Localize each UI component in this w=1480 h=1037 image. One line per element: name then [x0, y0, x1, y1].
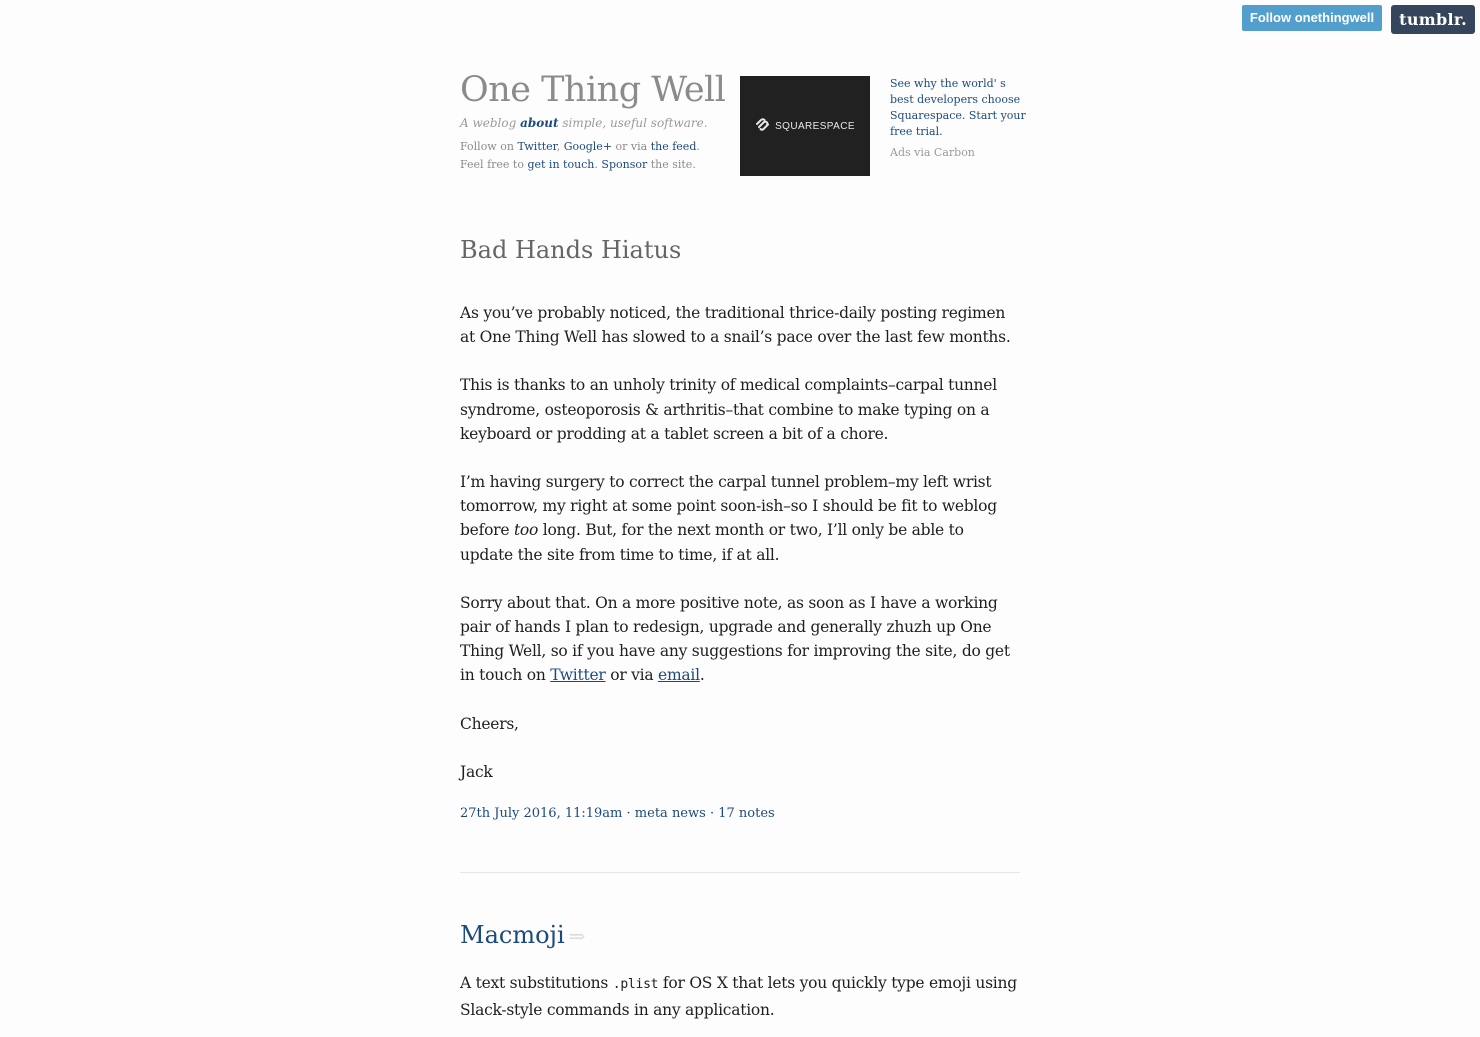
paragraph: As you’ve probably noticed, the traditional thrice-daily posting regimen at One Thing Well has slowed to a snail’s pace over the last few months.	[460, 304, 1011, 347]
paragraph-text: .	[699, 666, 705, 685]
site-title[interactable]: One Thing Well	[460, 70, 726, 110]
squarespace-logo-icon	[755, 118, 770, 134]
follow-text-part: Follow on	[460, 140, 518, 153]
page-container	[460, 0, 1026, 1022]
follow-button[interactable]: Follow onethingwell	[1242, 5, 1382, 31]
paragraph-text: for OS X that lets you quickly type emoji using Slack-style commands in any application.	[460, 974, 1017, 1019]
paragraph-text: I’m having surgery to correct the carpal tunnel problem–my left wrist tomorrow, my right at some point soon-ish–so I should be fit to weblog before	[460, 473, 997, 540]
post-bad-hands-hiatus	[460, 236, 1020, 821]
post-title	[460, 921, 1020, 949]
emphasis: too	[513, 521, 539, 540]
ads-via-carbon-link[interactable]: Ads via Carbon	[890, 146, 975, 159]
paragraph: Jack	[460, 762, 493, 781]
tagline-prefix: A weblog	[460, 116, 521, 130]
tumblr-controls	[1242, 5, 1475, 34]
external-link-arrow-icon[interactable]: ⇒	[568, 924, 586, 949]
about-link[interactable]: about	[520, 116, 559, 130]
separator: ·	[622, 806, 635, 822]
inline-code: .plist	[612, 977, 659, 993]
tumblr-logo[interactable]: tumblr.	[1391, 5, 1475, 34]
post-body	[460, 971, 1020, 1022]
post-meta	[460, 806, 1020, 821]
twitter-inline-link[interactable]: Twitter	[550, 666, 606, 685]
notes-link[interactable]: 17 notes	[718, 806, 775, 822]
feed-link[interactable]: the feed	[650, 140, 697, 153]
post-divider	[460, 872, 1020, 873]
paragraph-text: long. But, for the next month or two, I’ll only be able to update the site from time to time, if at all.	[460, 521, 964, 564]
contact-link[interactable]: get in touch	[527, 158, 595, 171]
post-title-link[interactable]: Macmoji	[460, 921, 565, 950]
googleplus-link[interactable]: Google+	[563, 140, 613, 153]
paragraph: This is thanks to an unholy trinity of medical complaints–carpal tunnel syndrome, osteoporosis & arthritis–that combine to make typing on a keyboard or prodding at a tablet screen a bit of a chore.	[460, 376, 997, 443]
follow-text-part: .	[594, 158, 602, 171]
ad-image[interactable]	[740, 76, 870, 176]
follow-text-part: . Feel free to	[460, 140, 700, 171]
site-header	[460, 0, 1026, 190]
post-date-link[interactable]: 27th July 2016, 11:19am	[460, 806, 623, 822]
post-macmoji	[460, 921, 1020, 1022]
separator: ·	[705, 806, 719, 822]
ad-text-link[interactable]: See why the world' s best developers choose Squarespace. Start your free trial.	[890, 77, 1026, 138]
follow-text	[460, 138, 720, 174]
tag-news-link[interactable]: news	[671, 806, 706, 822]
tagline-suffix: simple, useful software.	[558, 116, 708, 130]
paragraph: Cheers,	[460, 714, 519, 733]
paragraph	[460, 470, 1020, 567]
post-title: Bad Hands Hiatus	[460, 236, 682, 264]
paragraph-text: Sorry about that. On a more positive note, as soon as I have a working pair of hands I plan to redesign, upgrade and generally zhuzh up One Thing Well, so if you have any suggestions for improving the site, do get in touch on	[460, 593, 1010, 685]
squarespace-wordmark: SQUARESPACE	[775, 120, 855, 132]
paragraph-text: or via	[605, 666, 659, 685]
follow-text-part: the site.	[647, 158, 696, 171]
paragraph-text: A text substitutions	[460, 974, 613, 993]
follow-text-part: ,	[556, 140, 564, 153]
paragraph	[460, 591, 1020, 688]
twitter-link[interactable]: Twitter	[517, 140, 557, 153]
tag-meta-link[interactable]: meta	[634, 806, 668, 822]
tagline	[460, 116, 708, 130]
post-body	[460, 301, 1020, 784]
sponsor-link[interactable]: Sponsor	[601, 158, 648, 171]
follow-text-part: or via	[612, 140, 651, 153]
email-inline-link[interactable]: email	[658, 666, 700, 685]
